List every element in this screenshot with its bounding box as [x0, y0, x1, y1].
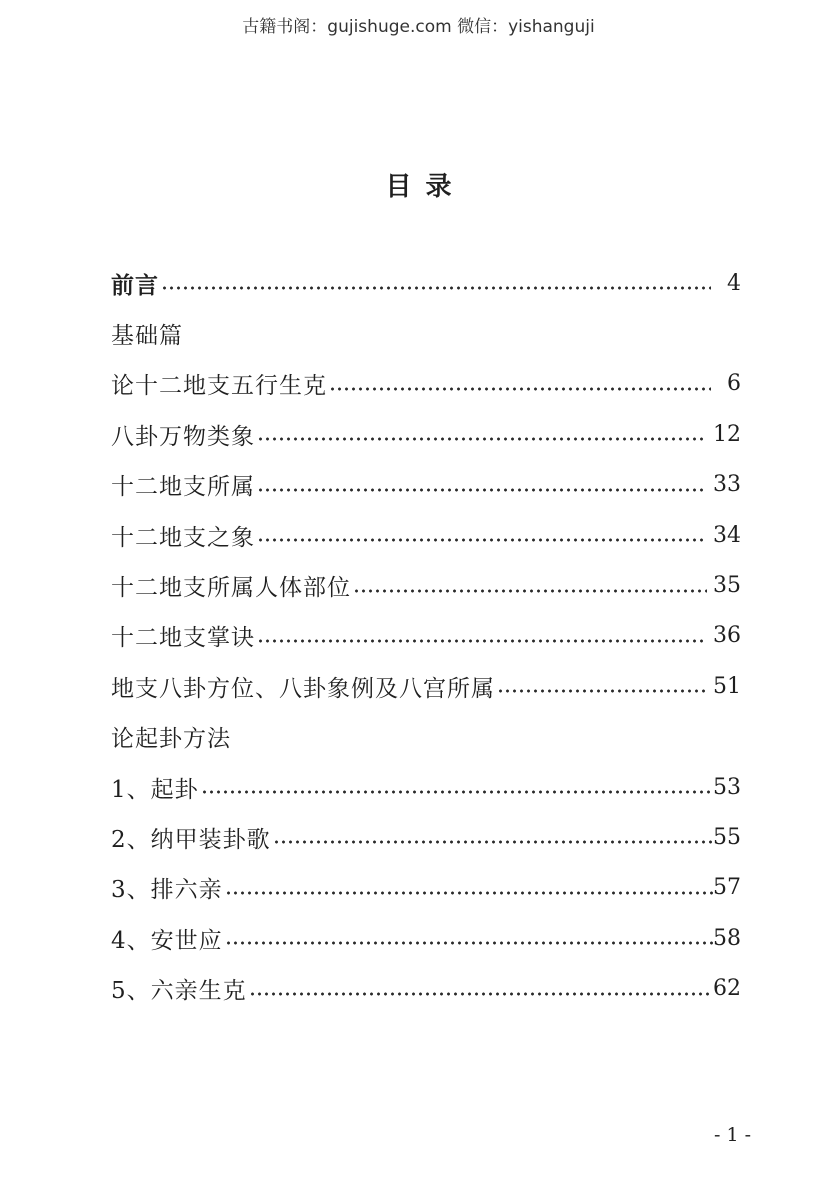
- toc-entry[interactable]: [111, 611, 741, 661]
- toc-entry[interactable]: [111, 661, 741, 711]
- dot-leader: [225, 891, 713, 895]
- toc-entry-label: 八卦万物类象: [111, 423, 255, 450]
- toc-entry[interactable]: [111, 258, 741, 308]
- dot-leader: [329, 387, 711, 391]
- toc-entry[interactable]: [111, 812, 741, 862]
- toc-entry[interactable]: [111, 409, 741, 459]
- toc-entry-label: 基础篇: [111, 323, 183, 350]
- toc-entry-page: 33: [713, 472, 741, 498]
- dot-leader: [225, 941, 713, 945]
- dot-leader: [353, 589, 707, 593]
- watermark-text: 古籍书阁：gujishuge.com 微信：yishanguji: [242, 17, 595, 37]
- dot-leader: [273, 840, 713, 844]
- toc-entry-page: 58: [713, 925, 741, 951]
- dot-leader: [257, 639, 707, 643]
- dot-leader: [201, 790, 713, 794]
- table-of-contents: [111, 258, 741, 1014]
- toc-entry[interactable]: [111, 762, 741, 812]
- toc-entry-label: 十二地支之象: [111, 524, 255, 551]
- dot-leader: [497, 689, 707, 693]
- toc-entry-page: 57: [713, 875, 741, 901]
- toc-entry-page: 6: [727, 371, 741, 397]
- toc-entry[interactable]: [111, 863, 741, 913]
- dot-leader: [161, 286, 711, 290]
- toc-entry[interactable]: [111, 963, 741, 1013]
- toc-entry-label: 地支八卦方位、八卦象例及八宫所属: [111, 675, 495, 702]
- toc-entry[interactable]: [111, 460, 741, 510]
- toc-entry-page: 4: [727, 270, 741, 296]
- toc-entry-label: 十二地支所属: [111, 474, 255, 501]
- toc-entry-label: 前言: [111, 271, 159, 299]
- dot-leader: [257, 538, 707, 542]
- toc-entry-label: 5、六亲生克: [111, 978, 247, 1005]
- dot-leader: [249, 992, 713, 996]
- toc-entry-page: 36: [713, 623, 741, 649]
- toc-entry-label: 论起卦方法: [111, 726, 231, 753]
- toc-entry-page: 12: [713, 421, 741, 447]
- toc-entry-label: 十二地支所属人体部位: [111, 575, 351, 602]
- toc-entry-label: 2、纳甲装卦歌: [111, 826, 271, 853]
- page-title: 目录: [385, 172, 466, 202]
- toc-entry-label: 3、排六亲: [111, 877, 223, 904]
- dot-leader: [257, 488, 707, 492]
- toc-entry[interactable]: [111, 560, 741, 610]
- toc-entry[interactable]: [111, 359, 741, 409]
- toc-entry-page: 34: [713, 522, 741, 548]
- toc-entry[interactable]: [111, 510, 741, 560]
- toc-entry-page: 62: [713, 976, 741, 1002]
- toc-entry-label: 论十二地支五行生克: [111, 373, 327, 400]
- dot-leader: [257, 437, 707, 441]
- toc-entry-page: 35: [713, 573, 741, 599]
- page-number: - 1 -: [713, 1124, 751, 1146]
- toc-entry-label: 1、起卦: [111, 776, 199, 803]
- toc-entry-page: 53: [713, 774, 741, 800]
- toc-entry-page: 51: [713, 673, 741, 699]
- toc-section-heading: [111, 308, 741, 358]
- toc-entry-label: 4、安世应: [111, 927, 223, 954]
- toc-entry-page: 55: [713, 824, 741, 850]
- toc-entry[interactable]: [111, 913, 741, 963]
- toc-entry-label: 十二地支掌诀: [111, 625, 255, 652]
- toc-section-heading: [111, 712, 741, 762]
